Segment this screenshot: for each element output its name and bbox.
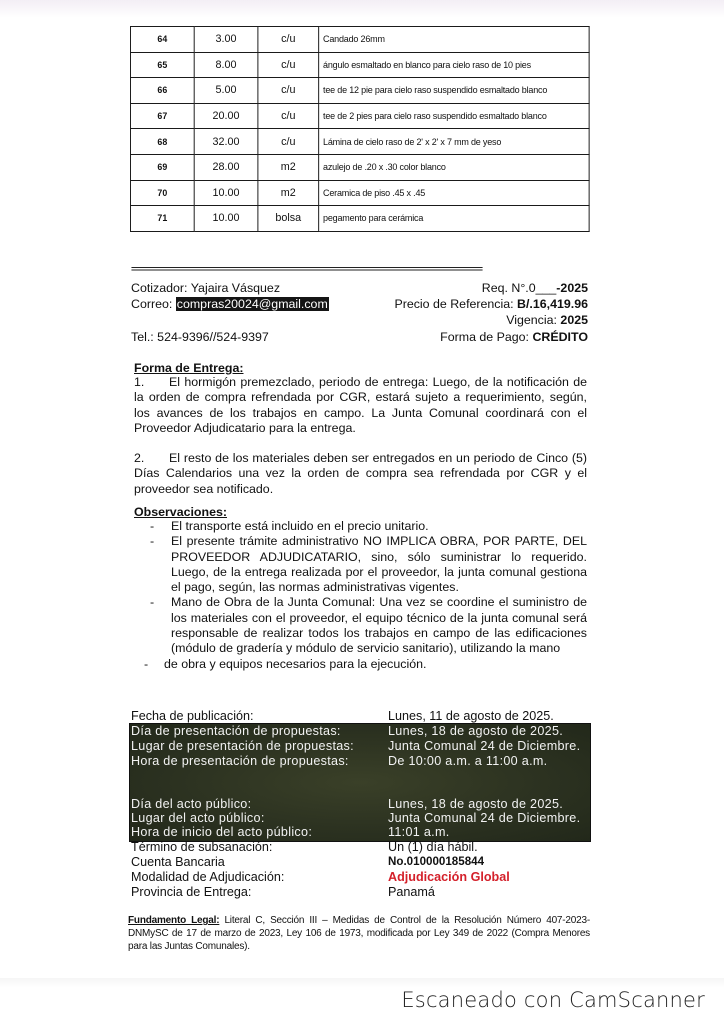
fundamento-legal-heading: Fundamento Legal: bbox=[128, 915, 220, 926]
schedule-value: 11:01 a.m. bbox=[388, 825, 450, 839]
precio-label: Precio de Referencia: bbox=[394, 297, 518, 311]
item-unit: c/u bbox=[258, 103, 319, 129]
hora-presentacion-row bbox=[131, 754, 591, 768]
schedule-value: Junta Comunal 24 de Diciembre. bbox=[388, 811, 581, 825]
table-row bbox=[130, 129, 589, 155]
item-quantity: 10.00 bbox=[194, 180, 258, 206]
cuenta-bancaria-row bbox=[131, 855, 591, 869]
camscanner-watermark: Escaneado con CamScanner bbox=[401, 988, 705, 1012]
correo-label: Correo: bbox=[131, 297, 176, 311]
observacion-text: de obra y equipos necesarios para la ejecución. bbox=[164, 656, 427, 671]
schedule-value: Un (1) día hábil. bbox=[388, 840, 478, 854]
req-suffix: -2025 bbox=[556, 281, 588, 295]
vigencia-value: 2025 bbox=[560, 313, 588, 327]
entrega-item-number: 2. bbox=[134, 451, 145, 465]
entrega-item-number: 1. bbox=[134, 375, 145, 389]
list-item bbox=[134, 595, 587, 656]
item-description: azulejo de .20 x .30 color blanco bbox=[319, 154, 589, 180]
items-table bbox=[130, 26, 590, 232]
bullet-dash: - bbox=[150, 534, 155, 549]
dia-acto-row bbox=[131, 797, 591, 811]
precio-value: B/.16,419.96 bbox=[517, 297, 588, 311]
provincia-row bbox=[131, 885, 591, 899]
bullet-dash: - bbox=[150, 519, 155, 533]
item-unit: bolsa bbox=[258, 206, 319, 232]
separator-line: ==================================================================================================== bbox=[131, 266, 482, 274]
item-quantity: 3.00 bbox=[194, 27, 258, 53]
table-row bbox=[130, 78, 589, 104]
req-label: Req. N°.0 bbox=[481, 281, 536, 295]
observacion-text: El transporte está incluido en el precio unitario. bbox=[171, 519, 429, 533]
item-quantity: 32.00 bbox=[194, 129, 258, 155]
entrega-item-1 bbox=[134, 375, 587, 436]
fundamento-legal-text: Literal C, Sección III – Medidas de Control de la Resolución Número 407-2023-DNMySC de 17 de marzo de 2023, Ley 106 de 1973, modificada por Ley 349 de 2022 (Compra Menores para las Juntas Comunales). bbox=[128, 915, 590, 952]
schedule-label: Término de subsanación: bbox=[131, 840, 273, 854]
forma-pago-value: CRÉDITO bbox=[532, 330, 588, 344]
entrega-item-2 bbox=[134, 451, 587, 497]
fundamento-legal bbox=[128, 914, 590, 953]
item-number: 68 bbox=[130, 129, 194, 155]
table-row bbox=[130, 154, 589, 180]
schedule-label: Cuenta Bancaria bbox=[131, 855, 225, 869]
cotizador-label: Cotizador: bbox=[131, 281, 191, 295]
modalidad-row bbox=[131, 870, 591, 884]
item-description: ángulo esmaltado en blanco para cielo raso de 10 pies bbox=[319, 52, 589, 78]
forma-pago-line bbox=[440, 330, 588, 344]
schedule-value: Lunes, 18 de agosto de 2025. bbox=[388, 797, 564, 811]
watermark-band bbox=[0, 978, 724, 988]
item-unit: c/u bbox=[258, 78, 319, 104]
precio-referencia-line bbox=[394, 297, 588, 311]
email-link[interactable]: compras20024@gmail.com bbox=[176, 297, 328, 311]
table-row bbox=[130, 103, 589, 129]
schedule-label: Lugar de presentación de propuestas: bbox=[131, 739, 354, 753]
schedule-value: Lunes, 18 de agosto de 2025. bbox=[388, 724, 564, 738]
forma-entrega-heading: Forma de Entrega: bbox=[134, 361, 244, 375]
observacion-text: El presente trámite administrativo NO IMPLICA OBRA, POR PARTE, DEL PROVEEDOR ADJUDICATARIO, sino, sólo suministrar lo requerido. Luego, de la entrega realizada por el proveedor, la junta comunal gestiona el pago, según, las normas administrativas vigentes. bbox=[171, 534, 587, 595]
item-description: tee de 12 pie para cielo raso suspendido esmaltado blanco bbox=[319, 78, 589, 104]
telefono-value: 524-9396//524-9397 bbox=[157, 330, 269, 344]
item-quantity: 5.00 bbox=[194, 78, 258, 104]
lugar-acto-row bbox=[131, 811, 591, 825]
item-quantity: 8.00 bbox=[194, 52, 258, 78]
telefono-label: Tel.: bbox=[131, 330, 158, 344]
bullet-dash: - bbox=[150, 595, 155, 610]
item-description: pegamento para cerámica bbox=[319, 206, 589, 232]
schedule-value: Panamá bbox=[388, 885, 435, 899]
cotizador-line bbox=[131, 281, 280, 295]
schedule-value: No.010000185844 bbox=[388, 855, 485, 868]
fecha-publicacion-row bbox=[131, 709, 591, 723]
item-description: Ceramica de piso .45 x .45 bbox=[319, 180, 589, 206]
observacion-text: Mano de Obra de la Junta Comunal: Una vez se coordine el suministro de los materiales con el proveedor, el equipo técnico de la junta comunal será responsable de realizar todos los trabajos en campo de las edificaciones (módulo de gradería y módulo de servicio sanitario), utilizando la mano bbox=[171, 595, 587, 656]
req-blank: ___ bbox=[535, 281, 557, 295]
item-unit: m2 bbox=[258, 154, 319, 180]
item-number: 71 bbox=[130, 206, 194, 232]
schedule-label: Hora de inicio del acto público: bbox=[131, 825, 313, 839]
table-row bbox=[130, 27, 589, 53]
schedule-value: Junta Comunal 24 de Diciembre. bbox=[388, 739, 581, 753]
subsanacion-row bbox=[131, 840, 591, 854]
item-number: 65 bbox=[130, 52, 194, 78]
hora-acto-row bbox=[131, 825, 591, 839]
item-description: Candado 26mm bbox=[319, 27, 589, 53]
entrega-item-text: El resto de los materiales deben ser entregados en un periodo de Cinco (5) Días Calendarios una vez la orden de compra sea refrendada por CGR y el proveedor sea notificado. bbox=[134, 451, 587, 496]
item-number: 66 bbox=[130, 78, 194, 104]
schedule-label: Día del acto público: bbox=[131, 797, 252, 811]
item-unit: c/u bbox=[258, 27, 319, 53]
table-row bbox=[130, 52, 589, 78]
modalidad-value: Adjudicación Global bbox=[388, 870, 510, 884]
item-quantity: 28.00 bbox=[194, 154, 258, 180]
schedule-value: Lunes, 11 de agosto de 2025. bbox=[388, 709, 554, 723]
item-number: 67 bbox=[130, 103, 194, 129]
schedule-label: Lugar del acto público: bbox=[131, 811, 265, 825]
list-item bbox=[134, 519, 587, 534]
vigencia-label: Vigencia: bbox=[506, 313, 561, 327]
item-quantity: 20.00 bbox=[194, 103, 258, 129]
dia-presentacion-row bbox=[131, 724, 591, 738]
cotizador-value: Yajaira Vásquez bbox=[190, 281, 281, 295]
table-row bbox=[130, 206, 589, 232]
list-item bbox=[134, 657, 587, 672]
entrega-item-text: El hormigón premezclado, periodo de entrega: Luego, de la notificación de la orden de compra refrendada por CGR, estará sujeto a requerimiento, según, los avances de los trabajos en campo. La Junta Comunal coordinará con el Proveedor Adjudicatario para la entrega. bbox=[134, 375, 587, 435]
item-unit: c/u bbox=[258, 52, 319, 78]
item-unit: m2 bbox=[258, 180, 319, 206]
list-item bbox=[134, 534, 587, 595]
item-number: 69 bbox=[130, 154, 194, 180]
item-unit: c/u bbox=[258, 129, 319, 155]
requisicion-line bbox=[482, 281, 588, 295]
schedule-label: Modalidad de Adjudicación: bbox=[131, 870, 285, 884]
item-number: 64 bbox=[130, 27, 194, 53]
vigencia-line bbox=[506, 313, 588, 327]
correo-line bbox=[131, 297, 329, 311]
telefono-line bbox=[131, 330, 269, 344]
item-description: tee de 2 pies para cielo raso suspendido esmaltado blanco bbox=[319, 103, 589, 129]
schedule-label: Día de presentación de propuestas: bbox=[131, 724, 341, 738]
bullet-dash: - bbox=[144, 656, 149, 671]
schedule-value: De 10:00 a.m. a 11:00 a.m. bbox=[388, 754, 548, 768]
schedule-label: Hora de presentación de propuestas: bbox=[131, 754, 349, 768]
schedule-label: Fecha de publicación: bbox=[131, 709, 254, 723]
table-row bbox=[130, 180, 589, 206]
observaciones-list bbox=[134, 519, 587, 672]
lugar-presentacion-row bbox=[131, 739, 591, 753]
observaciones-heading: Observaciones: bbox=[134, 505, 227, 519]
item-quantity: 10.00 bbox=[194, 206, 258, 232]
item-number: 70 bbox=[130, 180, 194, 206]
schedule-label: Provincia de Entrega: bbox=[131, 885, 252, 899]
item-description: Lámina de cielo raso de 2' x 2' x 7 mm de yeso bbox=[319, 129, 589, 155]
forma-pago-label: Forma de Pago: bbox=[440, 330, 533, 344]
